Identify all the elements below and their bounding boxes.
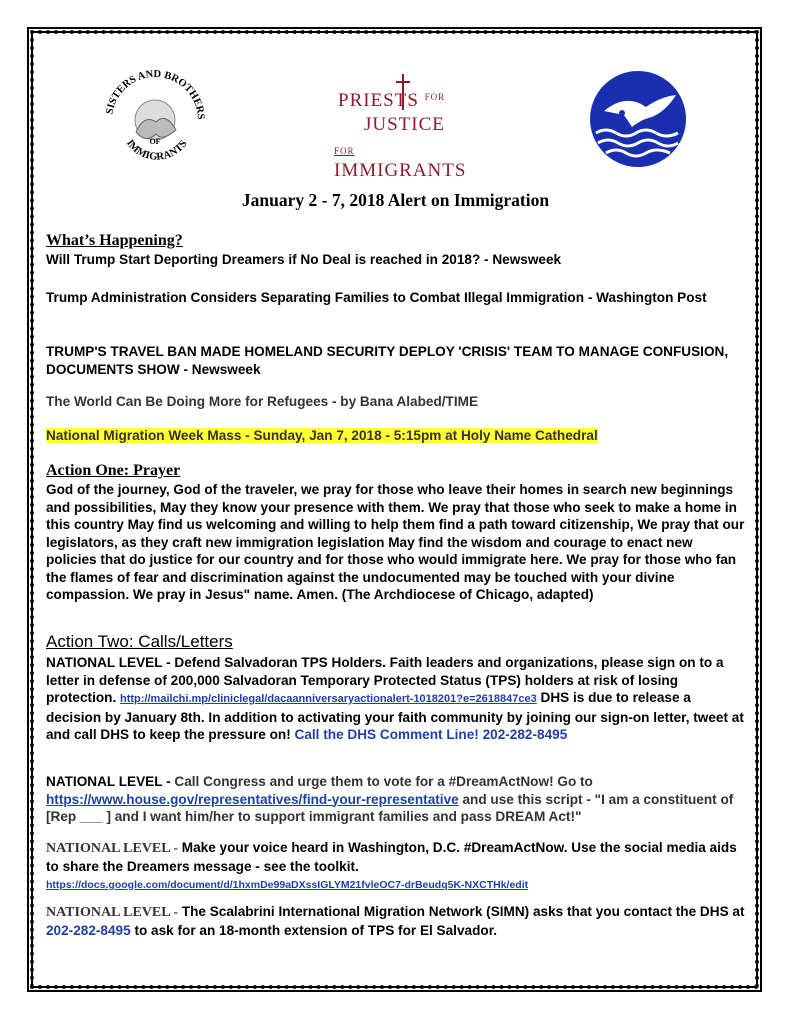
script-text: and use this script - "I am a constituent of [Rep ___ ] and I want him/her to support immigrant families and pass DREAM Act!" xyxy=(46,791,734,824)
news-item-1: Will Trump Start Deporting Dreamers if No Deal is reached in 2018? - Newsweek xyxy=(46,252,562,267)
action-two-paragraph-1 xyxy=(46,654,746,744)
simn-text: The Scalabrini International Migration Network (SIMN) asks that you contact the DHS at xyxy=(181,904,745,919)
go-to-text: Go to xyxy=(557,774,593,789)
svg-text:IMMIGRANTS: IMMIGRANTS xyxy=(123,138,190,163)
action-two-heading: Action Two: Calls/Letters xyxy=(46,632,233,651)
dhs-comment-line: Call the DHS Comment Line! 202-282-8495 xyxy=(294,727,568,742)
call-congress-text: Call Congress and urge them to vote for a #DreamActNow! xyxy=(174,774,554,789)
toolkit-link[interactable]: https://docs.google.com/document/d/1hxmDe99aDXssIGLYM21fvleOC7-drBeudq5K-NXCTHk/edit xyxy=(46,879,529,891)
sisters-brothers-logo xyxy=(100,62,210,172)
national-level-tag-4: NATIONAL LEVEL - xyxy=(46,905,178,920)
make-your-voice-text: Make your voice heard in Washington, D.C. #DreamActNow. Use the social media aids to share the Dreamers message - see the toolkit. xyxy=(46,840,737,874)
national-level-tag-2: NATIONAL LEVEL - xyxy=(46,774,171,789)
logo-line-3: FOR IMMIGRANTS xyxy=(334,146,467,181)
find-representative-link[interactable]: https://www.house.gov/representatives/find-your-representative xyxy=(46,791,459,807)
tps-holders-text: NATIONAL LEVEL - Defend Salvadoran TPS Holders. Faith leaders and organizations, please sign on to a letter in defense of 200,000 Salvadoran Temporary Protected Status (TPS) holders at risk of losing protection. xyxy=(46,655,724,705)
simn-extension-text: to ask for an 18-month extension of TPS for El Salvador. xyxy=(134,922,498,938)
logo-line-2: JUSTICE xyxy=(364,114,445,135)
page-title: January 2 - 7, 2018 Alert on Immigration xyxy=(241,190,550,210)
news-item-4: The World Can Be Doing More for Refugees - by Bana Alabed/TIME xyxy=(46,394,479,409)
national-level-tag-3: NATIONAL LEVEL - xyxy=(46,841,178,856)
bird-waves-icon xyxy=(586,67,690,171)
action-two-paragraph-2 xyxy=(46,773,746,826)
action-two-paragraph-4 xyxy=(46,903,746,939)
svg-text:OF: OF xyxy=(149,137,161,146)
logo-line-1: PRIESTS $^{FOR}$ xyxy=(338,90,446,111)
whats-happening-heading: What’s Happening? xyxy=(46,232,183,249)
action-one-heading: Action One: Prayer xyxy=(46,462,181,479)
prayer-text: God of the journey, God of the traveler, we pray for those who leave their homes in search new beginnings and possibilities, May they know your presence with them. We pray that those who seek to make a home in this country May find us welcoming and willing to help them find a path toward citizenship, We pray that our legislators, as they craft new immigration legislation May find the wisdom and courage to enact new policies that do justice for our country and for those who would immigrate here. We pray for those who fan the flames of fear and discrimination against the undocumented may be touched with your divine compassion. We pray in Jesus" name. Amen. (The Archdiocese of Chicago, adapted) xyxy=(46,482,745,602)
dhs-decision-text: DHS is due to release a decision by January 8th. In addition to activating your faith community by joining our sign-on letter, tweet at and call DHS to keep the pressure on! xyxy=(46,690,744,742)
action-two-paragraph-3 xyxy=(46,839,746,895)
bird-waves-logo xyxy=(586,67,690,171)
news-item-3: TRUMP'S TRAVEL BAN MADE HOMELAND SECURITY DEPLOY 'CRISIS' TEAM TO MANAGE CONFUSION, DOCUMENTS SHOW - Newsweek xyxy=(46,344,729,377)
svg-text:SISTERS AND BROTHERS: SISTERS AND BROTHERS xyxy=(104,68,207,120)
dhs-phone: 202-282-8495 xyxy=(46,922,131,938)
news-item-5-highlighted: National Migration Week Mass - Sunday, Jan 7, 2018 - 5:15pm at Holy Name Cathedral xyxy=(46,428,598,443)
news-item-2: Trump Administration Considers Separating Families to Combat Illegal Immigration - Washington Post xyxy=(46,290,707,305)
priests-for-justice-logo xyxy=(334,70,474,181)
cliniclegal-link[interactable]: http://mailchi.mp/cliniclegal/dacaanniversaryactionalert-1018201?e=2618847ce3 xyxy=(120,693,537,705)
hands-globe-icon xyxy=(100,62,210,172)
